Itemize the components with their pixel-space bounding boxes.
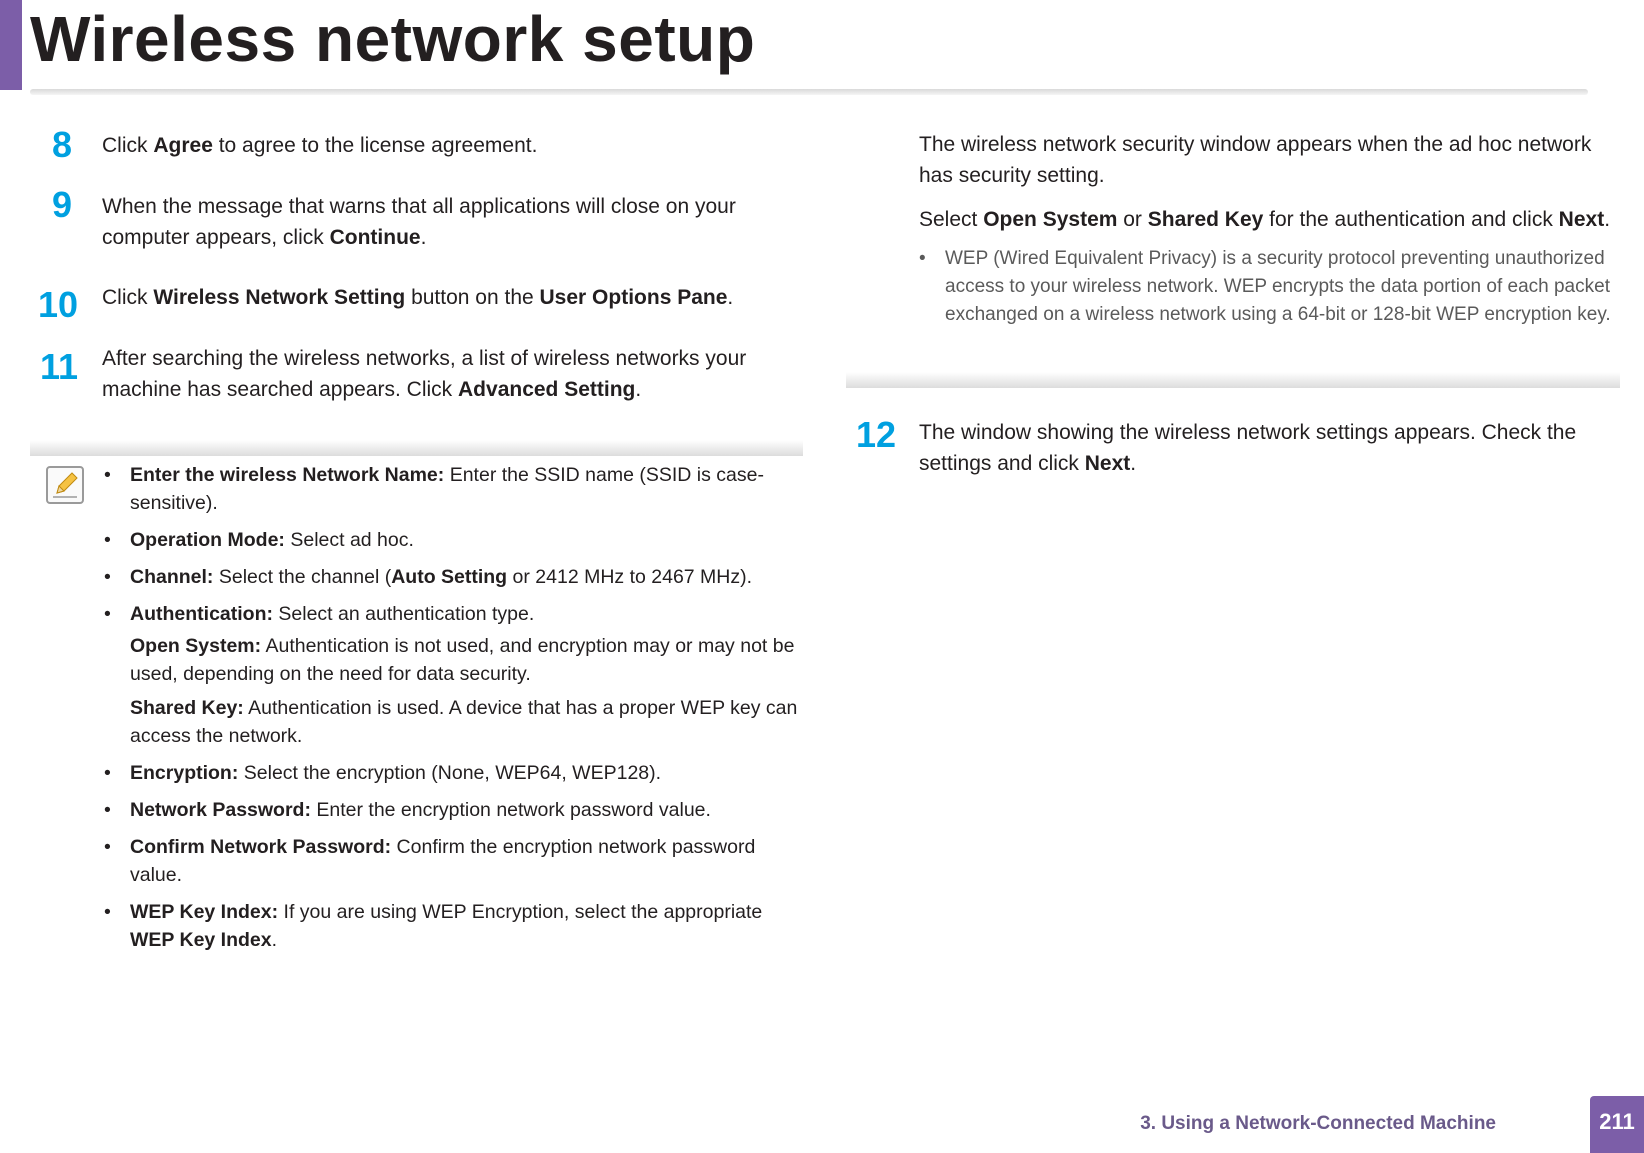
list-item: • Confirm Network Password: Confirm the encryption network password value. — [104, 833, 804, 889]
page-title: Wireless network setup — [30, 3, 756, 75]
bullet-icon: • — [104, 836, 111, 858]
step-number: 12 — [855, 414, 896, 455]
title-divider — [30, 89, 1588, 95]
list-item: • Operation Mode: Select ad hoc. — [104, 526, 804, 554]
header-accent-bar — [0, 0, 22, 90]
bullet-icon: • — [104, 566, 111, 588]
note-top-rule — [30, 440, 803, 456]
wep-note: • WEP (Wired Equivalent Privacy) is a security protocol preventing unauthorized access to your wireless network. WEP encrypts the data portion of each packet exchanged on a wireless network using a 64-bit or 128-bit WEP encryption key. — [919, 245, 1619, 329]
bullet-icon: • — [104, 603, 111, 625]
list-item: • Authentication: Select an authentication type. — [104, 600, 804, 628]
note-list — [104, 461, 804, 963]
bullet-icon: • — [919, 248, 926, 269]
list-item: • Encryption: Select the encryption (None, WEP64, WEP128). — [104, 759, 804, 787]
list-item: • Network Password: Enter the encryption network password value. — [104, 796, 804, 824]
section-divider — [846, 372, 1620, 388]
select-authentication-paragraph: Select Open System or Shared Key for the authentication and click Next. — [919, 208, 1611, 231]
step-number: 8 — [51, 124, 72, 165]
step-number: 10 — [37, 284, 78, 325]
step-12-text: The window showing the wireless network settings appears. Check the settings and click Next. — [919, 421, 1577, 475]
page-number: 211 — [1590, 1096, 1644, 1153]
chapter-footer: 3. Using a Network-Connected Machine — [1140, 1113, 1496, 1134]
pencil-note-icon — [46, 466, 84, 504]
step-number: 11 — [39, 346, 78, 387]
step-11-text: After searching the wireless networks, a list of wireless networks your machine has searched appears. Click Advanced Setting. — [102, 347, 747, 401]
auth-open-system: Open System: Authentication is not used, and encryption may or may not be used, depending on the need for data security. — [130, 635, 795, 685]
bullet-icon: • — [104, 901, 111, 923]
step-number: 9 — [51, 184, 72, 225]
bullet-icon: • — [104, 529, 111, 551]
bullet-icon: • — [104, 799, 111, 821]
step-8-text: Click Agree to agree to the license agreement. — [102, 134, 538, 157]
bullet-icon: • — [104, 464, 111, 486]
list-item: • Channel: Select the channel (Auto Setting or 2412 MHz to 2467 MHz). — [104, 563, 804, 591]
security-window-paragraph: The wireless network security window appears when the ad hoc network has security setting. — [919, 133, 1592, 187]
bullet-icon: • — [104, 762, 111, 784]
step-10-text: Click Wireless Network Setting button on the User Options Pane. — [102, 286, 734, 309]
auth-shared-key: Shared Key: Authentication is used. A device that has a proper WEP key can access the network. — [130, 697, 798, 747]
list-item: • WEP Key Index: If you are using WEP Encryption, select the appropriate WEP Key Index. — [104, 898, 804, 954]
list-item: • Enter the wireless Network Name: Enter the SSID name (SSID is case-sensitive). — [104, 461, 804, 517]
step-9-text: When the message that warns that all applications will close on your computer appears, click Continue. — [102, 195, 736, 249]
